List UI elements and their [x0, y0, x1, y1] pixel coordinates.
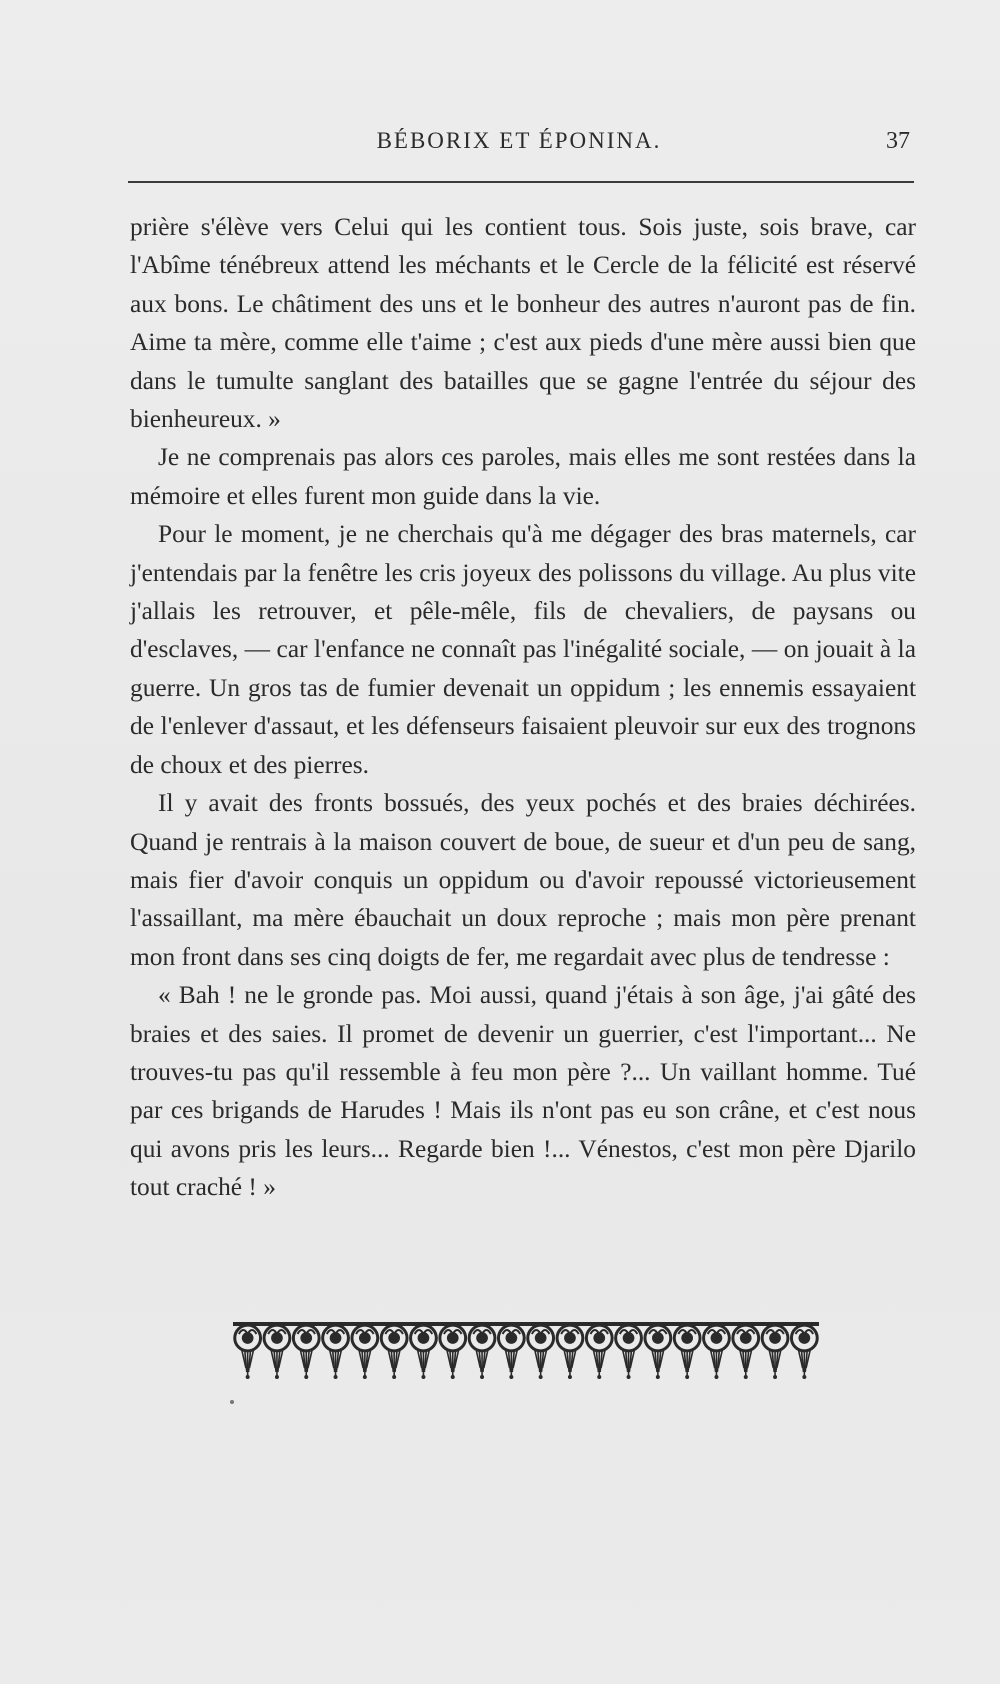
paragraph: Je ne comprenais pas alors ces paroles, mais elles me sont restées dans la mémoire et elles furent mon guide dans la vie.	[130, 443, 916, 510]
page-number: 37	[886, 128, 910, 154]
ornament-motif	[235, 1325, 261, 1379]
header-rule	[128, 181, 914, 183]
running-title: BÉBORIX ET ÉPONINA.	[376, 128, 662, 153]
ornament-motif	[557, 1325, 583, 1379]
ornament-motif	[528, 1325, 554, 1379]
ink-speck	[230, 1400, 234, 1404]
ornament-motif	[411, 1325, 437, 1379]
ornament-motif	[469, 1325, 495, 1379]
body-text	[130, 208, 916, 1207]
ornament-motif	[293, 1325, 319, 1379]
paragraph: « Bah ! ne le gronde pas. Moi aussi, quand j'étais à son âge, j'ai gâté des braies et des saies. Il promet de devenir un guerrier, c'est l'important... Ne trouves-tu pas qu'il ressemble à feu mon père ?... Un vaillant homme. Tué par ces brigands de Harudes ! Mais ils n'ont pas eu son crâne, et c'est nous qui avons pris les leurs... Regarde bien !... Vénestos, c'est mon père Djarilo tout craché ! »	[130, 981, 916, 1202]
ornament-motif	[352, 1325, 378, 1379]
ornament-motif	[762, 1325, 788, 1379]
ornament-motif	[498, 1325, 524, 1379]
tailpiece-ornament-icon	[233, 1320, 819, 1382]
ornament-motif	[264, 1325, 290, 1379]
ornament-motifs	[233, 1322, 819, 1379]
ornament-motif	[440, 1325, 466, 1379]
running-head	[128, 128, 910, 162]
ornament-motif	[381, 1325, 407, 1379]
ornament-motif	[733, 1325, 759, 1379]
ornament-motif	[674, 1325, 700, 1379]
paragraph: prière s'élève vers Celui qui les contient tous. Sois juste, sois brave, car l'Abîme ténébreux attend les méchants et le Cercle de la félicité est réservé aux bons. Le châtiment des uns et le bonheur des autres n'auront pas de fin. Aime ta mère, comme elle t'aime ; c'est aux pieds d'une mère aussi bien que dans le tumulte sanglant des batailles que se gagne l'entrée du séjour des bienheureux. »	[130, 213, 916, 434]
ornament-band	[233, 1322, 819, 1326]
ornament-motif	[791, 1325, 817, 1379]
ornament-motif	[586, 1325, 612, 1379]
ornament-motif	[616, 1325, 642, 1379]
ornament-motif	[645, 1325, 671, 1379]
ornament-motif	[704, 1325, 730, 1379]
ornament-motif	[323, 1325, 349, 1379]
paragraph: Pour le moment, je ne cherchais qu'à me dégager des bras maternels, car j'entendais par la fenêtre les cris joyeux des polissons du village. Au plus vite j'allais les retrouver, et pêle-mêle, fils de chevaliers, de paysans ou d'esclaves, — car l'enfance ne connaît pas l'inégalité sociale, — on jouait à la guerre. Un gros tas de fumier devenait un oppidum ; les ennemis essayaient de l'enlever d'assaut, et les défenseurs faisaient pleuvoir sur eux des trognons de choux et des pierres.	[130, 520, 916, 779]
paragraph: Il y avait des fronts bossués, des yeux pochés et des braies déchirées. Quand je rentrais à la maison couvert de boue, de sueur et d'un peu de sang, mais fier d'avoir conquis un oppidum ou d'avoir repoussé victorieusement l'assaillant, ma mère ébauchait un doux reproche ; mais mon père prenant mon front dans ses cinq doigts de fer, me regardait avec plus de tendresse :	[130, 789, 916, 971]
